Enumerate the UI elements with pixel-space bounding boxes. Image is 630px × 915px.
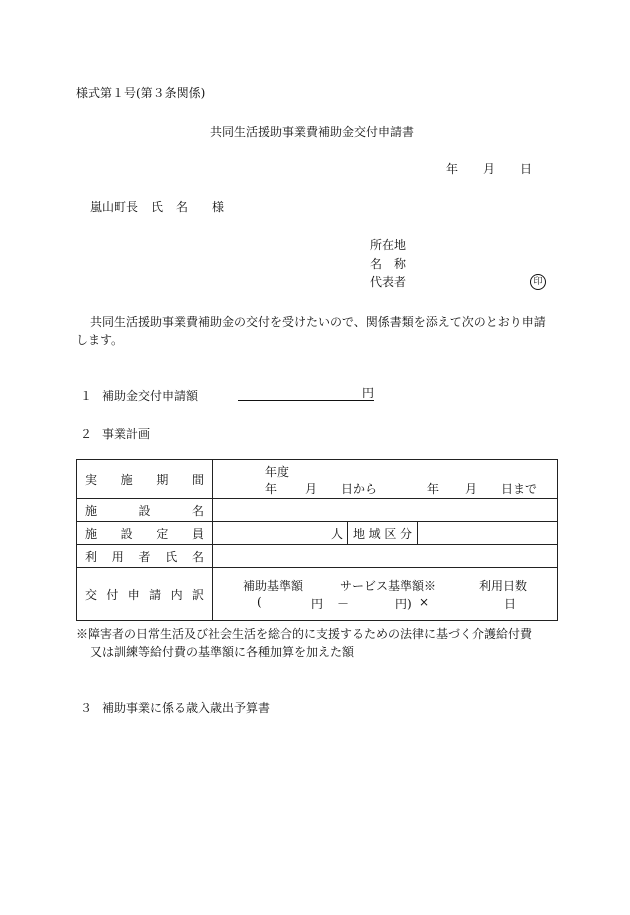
seal-mark [530, 273, 546, 290]
seal-glyph: 印 [530, 274, 546, 290]
addressee-mayor: 嵐山町長 [90, 200, 139, 214]
bd-service: サービス基準額※ [340, 579, 437, 593]
capacity-label: 施 設 定 員 [85, 526, 204, 541]
capacity-value-cell [213, 522, 348, 545]
address-label: 所在地 [370, 238, 407, 252]
bd-times: × [419, 595, 430, 609]
body-text-line-1: 共同生活援助事業費補助金の交付を受けたいので、関係書類を添えて次のとおり申請 [90, 315, 546, 329]
period-label-cell [77, 460, 213, 499]
user-label: 利 用 者 氏 名 [85, 549, 204, 564]
period-label: 実 施 期 間 [85, 472, 204, 487]
bd-standard: 補助基準額 [243, 579, 304, 593]
period-month-end: 月 [465, 482, 478, 496]
period-nendo: 年度 [265, 465, 290, 479]
footnote-line-2: 又は訓練等給付費の基準額に各種加算を加えた額 [90, 645, 355, 659]
section-1-label: 補助金交付申請額 [102, 389, 199, 403]
bd-minus: － [337, 597, 350, 611]
period-from: 日から [341, 482, 378, 496]
user-value-cell [213, 545, 558, 568]
section-3-label: 補助事業に係る歳入歳出予算書 [102, 701, 271, 715]
applicant-name-label: 名 称 [370, 257, 407, 271]
region-label: 地 域 区 分 [353, 526, 412, 541]
breakdown-label-cell [77, 568, 213, 621]
bd-paren-open: ( [257, 595, 262, 609]
amount-field [238, 386, 374, 401]
date-year: 年 [446, 162, 459, 176]
period-year-end: 年 [427, 482, 440, 496]
period-year-start: 年 [265, 482, 278, 496]
capacity-label-cell [77, 522, 213, 545]
facility-value-cell [213, 499, 558, 522]
section-2-label: 事業計画 [102, 427, 151, 441]
breakdown-value-cell [213, 568, 558, 621]
section-1-number: １ [80, 389, 93, 403]
section-3-number: ３ [80, 701, 93, 715]
bd-yen-2: 円) [395, 597, 412, 611]
region-value-cell [418, 522, 558, 545]
addressee-mei: 名 [176, 200, 189, 214]
footnote-line-1: ※障害者の日常生活及び社会生活を総合的に支援するための法律に基づく介護給付費 [76, 627, 533, 641]
period-value-cell [213, 460, 558, 499]
section-2-number: ２ [80, 427, 93, 441]
facility-label-cell [77, 499, 213, 522]
plan-table [76, 459, 558, 621]
date-day: 日 [520, 162, 533, 176]
region-label-cell [348, 522, 418, 545]
period-until: 日まで [501, 482, 538, 496]
period-month-start: 月 [305, 482, 318, 496]
capacity-unit: 人 [330, 526, 343, 541]
addressee-shi: 氏 [151, 200, 164, 214]
form-number: 様式第１号(第３条関係) [76, 86, 206, 100]
addressee-sama: 様 [212, 200, 225, 214]
bd-days: 利用日数 [479, 579, 528, 593]
breakdown-label: 交 付 申 請 内 訳 [85, 587, 204, 602]
representative-label: 代表者 [370, 275, 407, 289]
body-text-line-2: します。 [76, 333, 124, 347]
user-label-cell [77, 545, 213, 568]
amount-unit: 円 [238, 386, 374, 401]
document-title: 共同生活援助事業費補助金交付申請書 [210, 125, 415, 139]
date-month: 月 [483, 162, 496, 176]
bd-day: 日 [504, 597, 517, 611]
bd-yen-1: 円 [311, 597, 324, 611]
facility-label: 施 設 名 [85, 503, 204, 518]
